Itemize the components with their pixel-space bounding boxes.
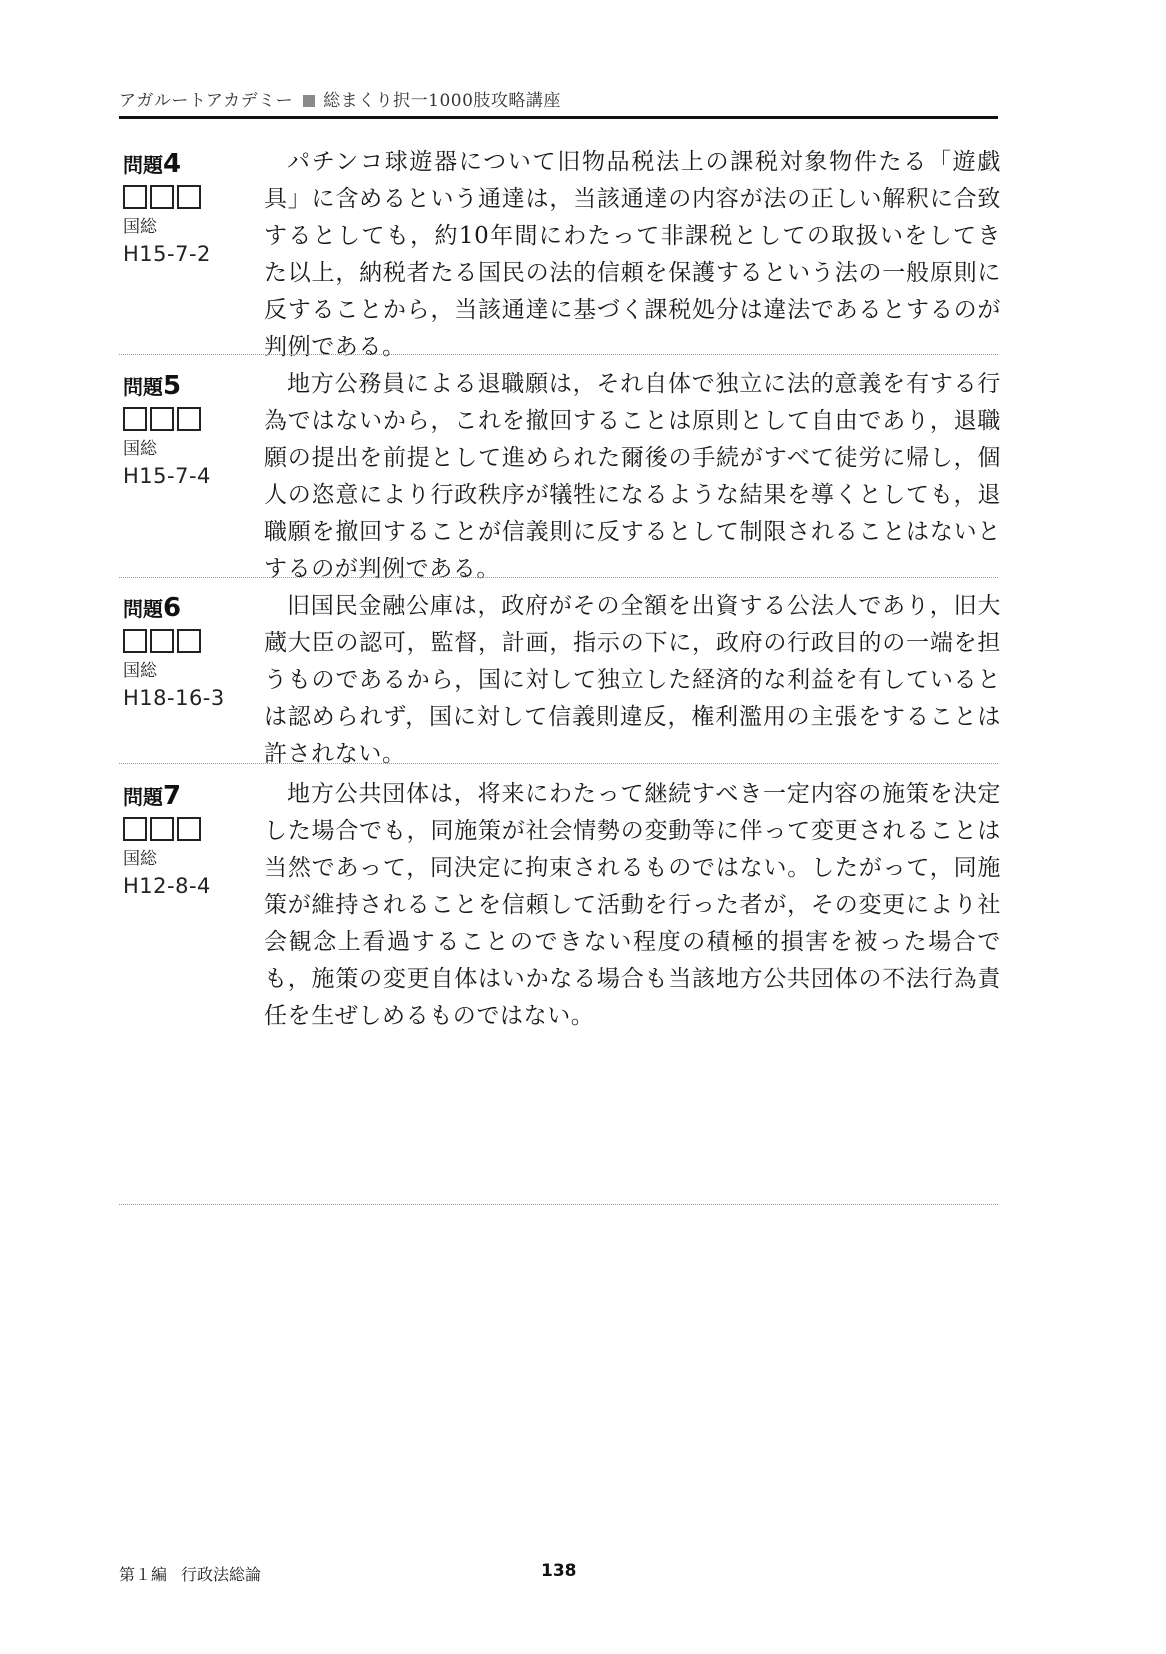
dotted-divider — [119, 763, 998, 764]
footer-chapter — [119, 1562, 261, 1585]
exam-source: 国総 — [123, 439, 157, 459]
review-checkbox-icon[interactable] — [150, 407, 174, 431]
review-checkboxes — [123, 407, 253, 431]
review-checkboxes — [123, 185, 253, 209]
page-number: 138 — [541, 1561, 577, 1581]
header-rule — [119, 116, 998, 119]
footer-chapter-title: 行政法総論 — [181, 1565, 262, 1584]
review-checkbox-icon[interactable] — [177, 629, 201, 653]
dotted-divider — [119, 354, 998, 355]
problem-text: 旧国民金融公庫は，政府がその全額を出資する公法人であり，旧大蔵大臣の認可，監督，計画，指示の下に，政府の行政目的の一端を担うものであるから，国に対して独立した経済的な利益を有しているとは認められず，国に対して信義則違反，権利濫用の主張をすることは許されない。 — [264, 593, 1001, 767]
problem-meta — [123, 372, 253, 489]
exam-source: 国総 — [123, 217, 157, 237]
review-checkbox-icon[interactable] — [150, 817, 174, 841]
problem-label: 問題 — [123, 375, 163, 399]
problem-number — [123, 782, 253, 811]
problem-number-digit: 6 — [163, 593, 182, 623]
problem-text: 地方公務員による退職願は，それ自体で独立に法的意義を有する行為ではないから，これを撤回することは原則として自由であり，退職願の提出を前提として進められた爾後の手続がすべて徒労に帰し，個人の恣意により行政秩序が犠牲になるような結果を導くとしても，退職願を撤回することが信義則に反するとして制限されることはないとするのが判例である。 — [264, 371, 1001, 582]
header-course: 総まくり択一1000肢攻略講座 — [323, 91, 561, 111]
problem-text: パチンコ球遊器について旧物品税法上の課税対象物件たる「遊戯具」に含めるという通達は，当該通達の内容が法の正しい解釈に合致するとしても，約10年間にわたって非課税としての取扱いをしてきた以上，納税者たる国民の法的信頼を保護するという法の一般原則に反することから，当該通達に基づく課税処分は違法であるとするのが判例である。 — [264, 149, 1001, 360]
problem-label: 問題 — [123, 785, 163, 809]
review-checkbox-icon[interactable] — [177, 185, 201, 209]
review-checkboxes — [123, 817, 253, 841]
exam-code: H12-8-4 — [123, 874, 211, 898]
exam-source: 国総 — [123, 849, 157, 869]
exam-code: H18-16-3 — [123, 686, 225, 710]
dotted-divider — [119, 577, 998, 578]
header-publisher: アガルートアカデミー — [119, 91, 294, 111]
problem-number-digit: 5 — [163, 371, 182, 401]
review-checkbox-icon[interactable] — [123, 407, 147, 431]
review-checkbox-icon[interactable] — [123, 817, 147, 841]
exam-code: H15-7-4 — [123, 464, 211, 488]
review-checkbox-icon[interactable] — [150, 185, 174, 209]
problem-meta — [123, 150, 253, 267]
running-header — [119, 86, 561, 111]
square-bullet-icon — [303, 95, 315, 107]
review-checkbox-icon[interactable] — [123, 629, 147, 653]
problem-number-digit: 7 — [163, 781, 182, 811]
footer-part: 第１編 — [119, 1565, 168, 1584]
problem-text: 地方公共団体は，将来にわたって継続すべき一定内容の施策を決定した場合でも，同施策が社会情勢の変動等に伴って変更されることは当然であって，同決定に拘束されるものではない。したがって，同施策が維持されることを信頼して活動を行った者が，その変更により社会観念上看過することのできない程度の積極的損害を被った場合でも，施策の変更自体はいかなる場合も当該地方公共団体の不法行為責任を生ぜしめるものではない。 — [264, 781, 1001, 1029]
problem-meta — [123, 594, 253, 711]
problem-number — [123, 372, 253, 401]
review-checkbox-icon[interactable] — [150, 629, 174, 653]
review-checkbox-icon[interactable] — [123, 185, 147, 209]
problem-meta — [123, 782, 253, 899]
problem-number — [123, 150, 253, 179]
problem-label: 問題 — [123, 597, 163, 621]
problem-label: 問題 — [123, 153, 163, 177]
review-checkboxes — [123, 629, 253, 653]
exam-source: 国総 — [123, 661, 157, 681]
dotted-divider — [119, 1204, 998, 1205]
exam-code: H15-7-2 — [123, 242, 211, 266]
review-checkbox-icon[interactable] — [177, 817, 201, 841]
problem-number-digit: 4 — [163, 149, 182, 179]
problem-number — [123, 594, 253, 623]
review-checkbox-icon[interactable] — [177, 407, 201, 431]
